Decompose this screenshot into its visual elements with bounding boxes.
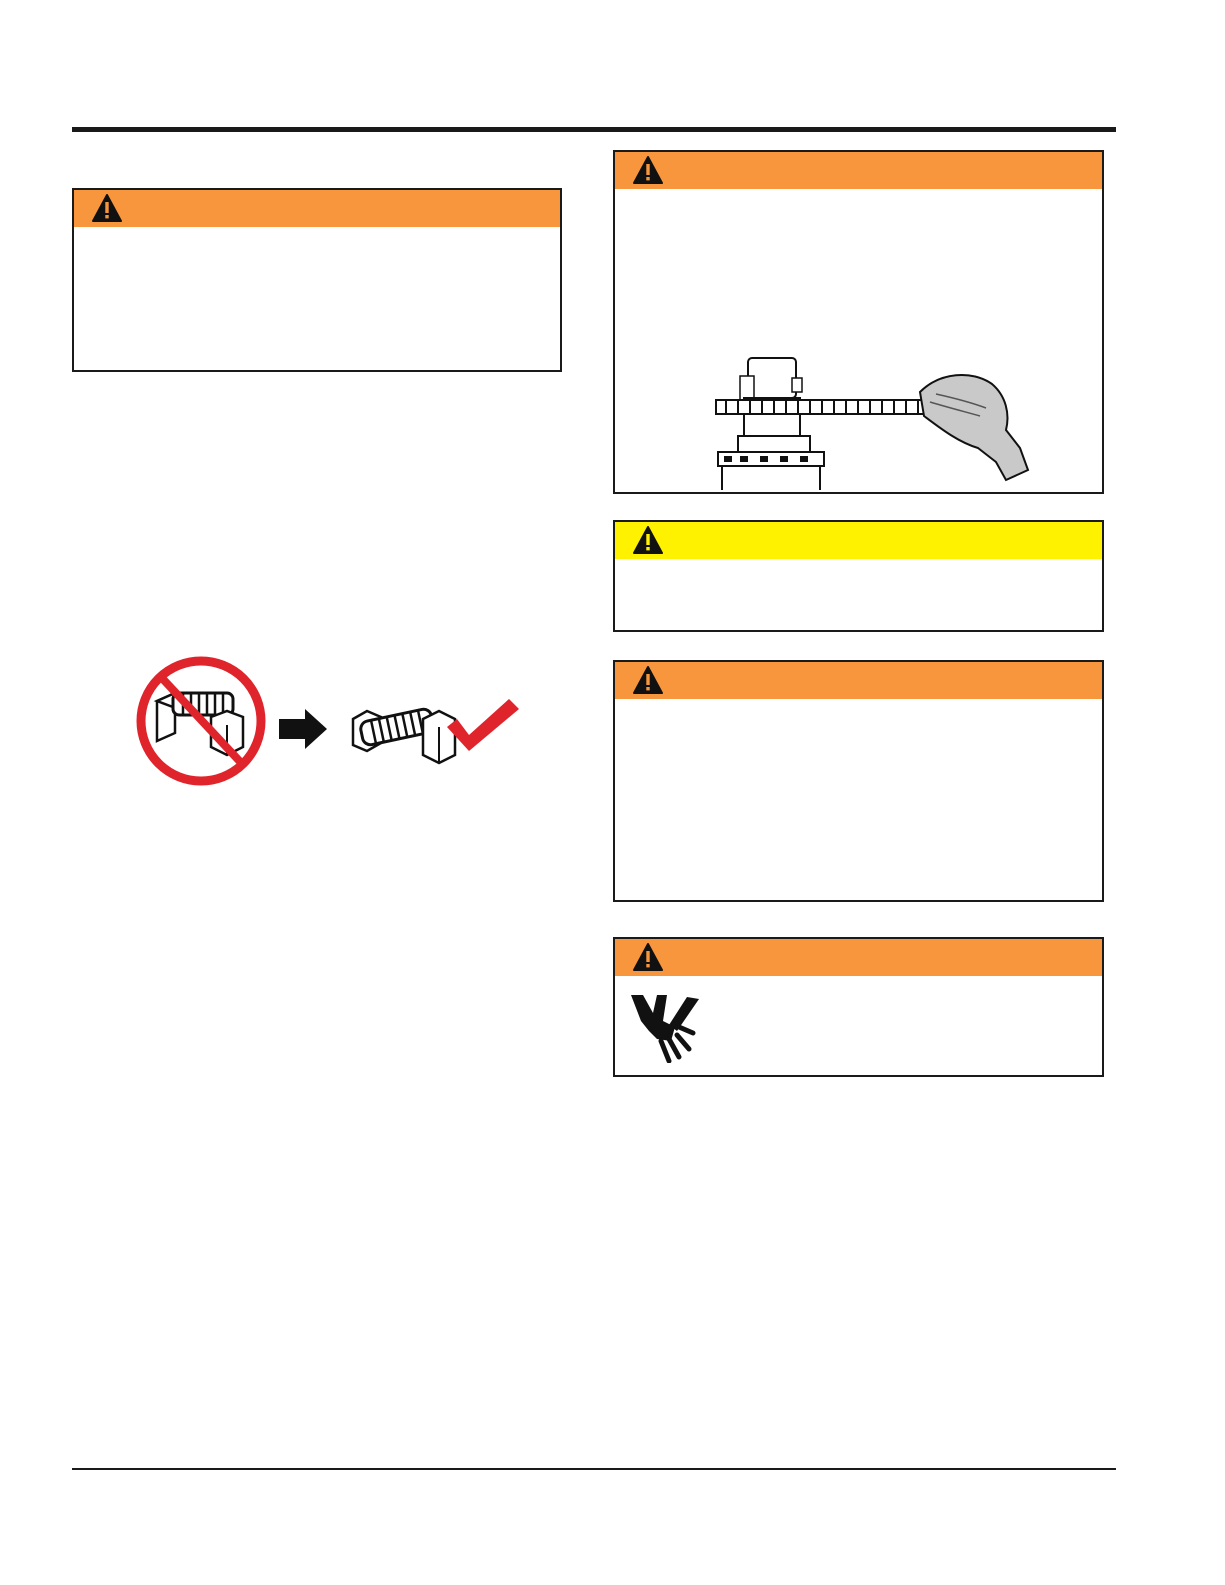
bottom-rule xyxy=(72,1468,1116,1470)
warning-header xyxy=(615,152,1102,189)
top-rule xyxy=(72,127,1116,132)
warning-triangle-icon xyxy=(92,194,122,222)
checkmark-icon xyxy=(447,699,519,751)
warning-box-right-3 xyxy=(613,937,1104,1077)
warning-triangle-icon xyxy=(633,666,663,694)
caution-header xyxy=(615,522,1102,559)
correct-rebar-placement xyxy=(353,708,455,763)
warning-triangle-icon xyxy=(633,156,663,184)
warning-box-left xyxy=(72,188,562,372)
warning-header xyxy=(615,662,1102,699)
rebar-orientation-illustration xyxy=(135,653,525,793)
caution-box xyxy=(613,520,1104,632)
bender-rebar-illustration xyxy=(710,352,1050,492)
warning-triangle-icon xyxy=(633,943,663,971)
warning-header xyxy=(74,190,560,227)
arrow-right-icon xyxy=(279,709,327,749)
warning-header xyxy=(615,939,1102,976)
warning-triangle-icon xyxy=(633,526,663,554)
warning-box-right-2 xyxy=(613,660,1104,902)
hand-crush-hazard-icon xyxy=(627,991,703,1063)
warning-box-right-1 xyxy=(613,150,1104,494)
